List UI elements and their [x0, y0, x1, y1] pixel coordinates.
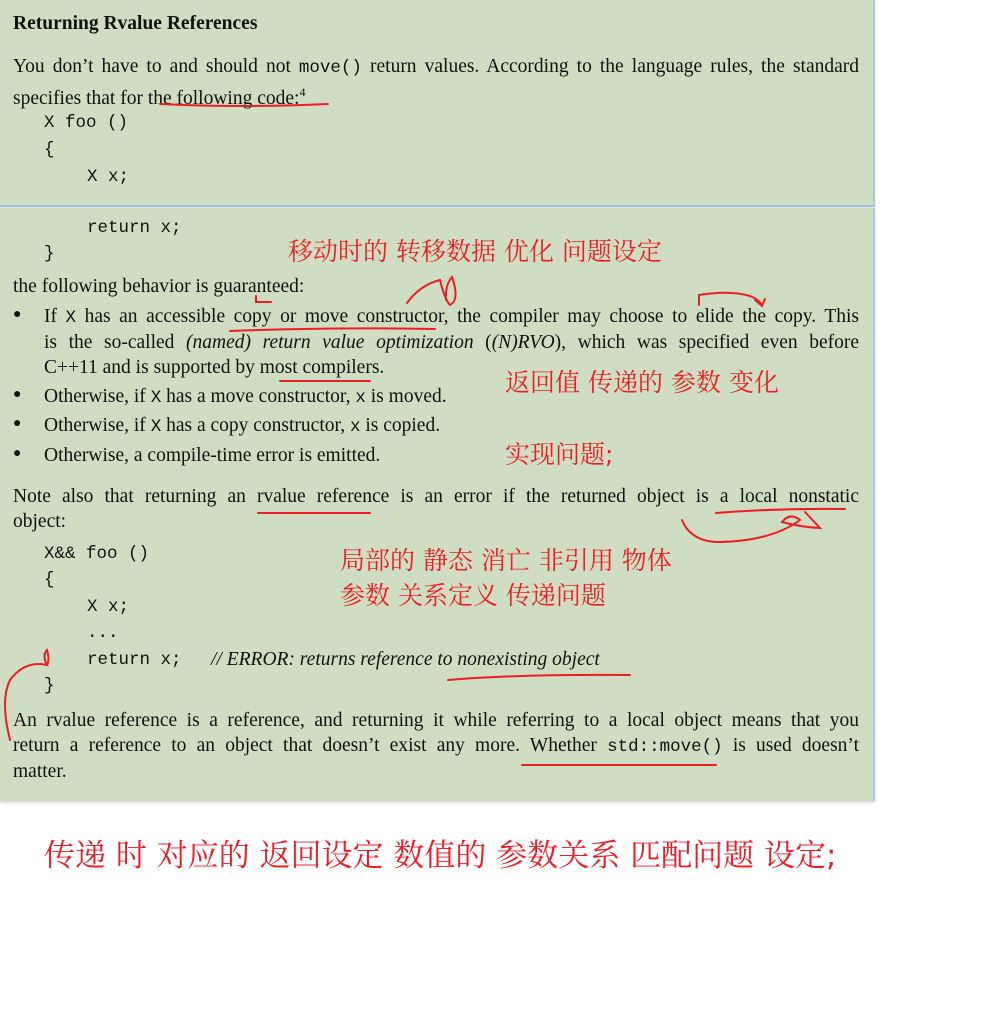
bullet-line — [44, 331, 859, 355]
inline-code: x — [349, 417, 361, 437]
code-line: { — [44, 570, 55, 590]
bullet-line — [44, 385, 447, 410]
text-segment: specifies that for the following code: — [13, 88, 300, 109]
note-line — [13, 485, 859, 509]
inline-code: X — [65, 308, 77, 328]
text-segment: is the so-called — [44, 332, 187, 353]
inline-code: std::move() — [607, 737, 723, 757]
text-segment: is used doesn’t — [722, 735, 859, 756]
note-line — [13, 510, 66, 534]
text-segment: ), which was specified even before — [554, 332, 860, 353]
text-segment: is moved. — [365, 386, 447, 407]
annotation-note: 局部的 静态 消亡 非引用 物体 — [340, 546, 672, 575]
text-segment: matter. — [13, 761, 67, 782]
code-line: X foo () — [44, 113, 129, 133]
closing-line — [13, 734, 859, 759]
text-segment: return a reference to an object that doesn’t exist any more. Whether — [13, 735, 608, 756]
text-segment: If — [44, 306, 66, 327]
bullet-line — [44, 444, 380, 468]
text-segment: has a copy constructor, — [161, 415, 350, 436]
annotation-summary: 传递 时 对应的 返回设定 数值的 参数关系 匹配问题 设定; — [44, 838, 837, 874]
intro-line — [13, 80, 305, 111]
code-line: } — [44, 676, 55, 696]
bullet-icon: ● — [13, 387, 22, 402]
text-segment: C++11 and is supported by most compilers. — [44, 357, 385, 378]
text-segment: has a move constructor, — [161, 386, 356, 407]
text-segment: has an accessible copy or move constructor, the compiler may choose to elide the copy. This — [76, 306, 859, 327]
text-segment: (N)RVO — [491, 332, 555, 353]
text-segment: object: — [13, 511, 67, 532]
code-line: X x; — [87, 167, 130, 187]
code-line: return x; — [87, 650, 182, 670]
text-segment: 4 — [299, 85, 306, 99]
closing-line — [13, 709, 859, 733]
text-segment: Otherwise, if — [44, 415, 151, 436]
behavior-intro: the following behavior is guaranteed: — [13, 276, 305, 297]
text-segment: Otherwise, if — [44, 386, 151, 407]
text-segment: return values. According to the language rules, the standard — [361, 56, 859, 77]
inline-code: X — [150, 417, 162, 437]
code-line: ... — [87, 623, 119, 643]
code-line: X x; — [87, 597, 130, 617]
annotation-note: 返回值 传递的 参数 变化 — [505, 368, 779, 397]
annotation-note: 实现问题; — [505, 440, 614, 469]
bullet-icon: ● — [13, 307, 22, 322]
text-segment: ( — [473, 332, 492, 353]
code-line: X&& foo () — [44, 544, 150, 564]
text-segment: (named) return value optimization — [186, 332, 474, 353]
bullet-icon: ● — [13, 446, 22, 461]
bullet-line — [44, 356, 384, 380]
text-segment: Note also that returning an rvalue reference is an error if the returned object is a local nonstatic — [13, 486, 859, 507]
code-comment: // ERROR: returns reference to nonexisting object — [211, 649, 600, 670]
text-segment: An rvalue reference is a reference, and returning it while referring to a local object means that you — [13, 710, 859, 731]
bullet-line — [44, 305, 859, 330]
annotation-note: 参数 关系定义 传递问题 — [340, 581, 606, 610]
bullet-line — [44, 414, 440, 439]
closing-line — [13, 760, 67, 784]
text-segment: You don’t have to and should not — [13, 56, 299, 77]
inline-code: x — [355, 388, 366, 408]
section-title: Returning Rvalue References — [13, 13, 258, 34]
annotation-note: 移动时的 转移数据 优化 问题设定 — [288, 237, 662, 266]
text-segment: is copied. — [360, 415, 441, 436]
inline-code: X — [150, 388, 162, 408]
code-line: return x; — [87, 218, 182, 238]
text-segment: Otherwise, a compile-time error is emitted. — [44, 445, 381, 466]
code-line: { — [44, 140, 55, 160]
code-line: } — [44, 244, 55, 264]
bullet-icon: ● — [13, 416, 22, 431]
inline-code: move() — [298, 58, 362, 78]
intro-line — [13, 55, 859, 80]
